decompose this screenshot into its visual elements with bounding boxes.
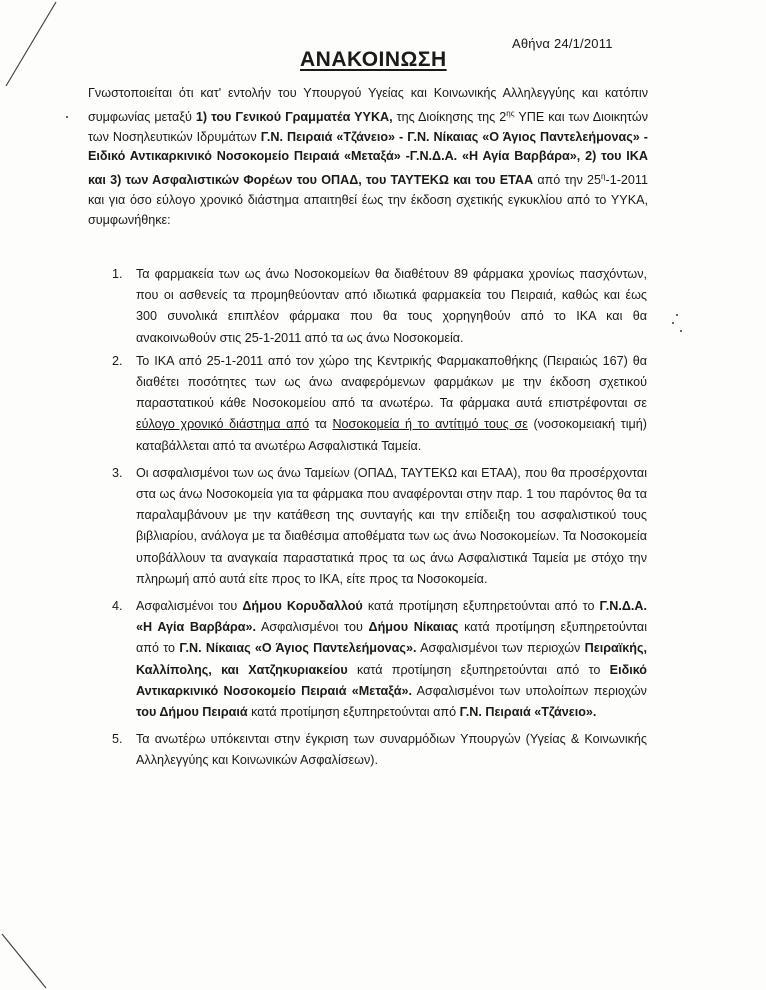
scan-speck (66, 116, 68, 118)
list-item (102, 596, 647, 723)
document-date: Αθήνα 24/1/2011 (512, 36, 613, 51)
list-item-text: (νοσοκομειακή τιμή) καταβάλλεται από τα ανωτέρω Ασφαλιστικά Ταμεία. (136, 417, 647, 453)
intro-text: της Διοίκησης της 2 (392, 109, 507, 124)
intro-sup: ης (506, 108, 515, 118)
list-item-text: Οι ασφαλισμένοι των ως άνω Ταμείων (ΟΠΑΔ, ΤΑΥΤΕΚΩ και ΕΤΑΑ), που θα προσέρχονται στα ως άνω Νοσοκομεία για τα φάρμακα που αναφέρονται στην παρ. 1 του παρόντος θα τα παραλαμβάνουν με την κατάθεση της συνταγής και την επίδειξη του ασφαλιστικού τους βιβλιαρίου, ανάλογα με τα διαθέσιμα αποθέματα των ως άνω Νοσοκομείων. Τα Νοσοκομεία υποβάλλουν τα αναγκαία παραστατικά προς τα ως άνω Ασφαλιστικά Ταμεία με στόχο την πληρωμή από αυτά είτε προς το ΙΚΑ, είτε προς τα Νοσοκομεία. (136, 465, 647, 586)
intro-bold: Γ.Ν. Πειραιά «Τζάνειο» - Γ.Ν. Νίκαιας «Ο Άγιος Παντελεήμονας» - Ειδικό Αντικαρκινικό Νοσοκομείο Πειραιά «Μεταξά» -Γ.Ν.Δ.Α. «Η Αγία Βαρβάρα», 2) του ΙΚΑ και 3) των Ασφαλιστικών Φορέων του ΟΠΑΔ, του ΤΑΥΤΕΚΩ και του ΕΤΑΑ (88, 129, 649, 188)
intro-sup: η (601, 172, 606, 181)
list-number: 1. (112, 267, 123, 281)
list-item-text: κατά προτίμηση εξυπηρετούνται από το (136, 620, 647, 656)
list-item-text: Ασφαλισμένοι του (136, 599, 243, 614)
bold-text: Δήμου Κορυδαλλού (242, 599, 363, 614)
list-item (102, 264, 647, 349)
list-number: 4. (112, 599, 123, 614)
list-item-text: Τα φαρμακεία των ως άνω Νοσοκομείων θα διαθέτουν 89 φάρμακα χρονίως πασχόντων, που οι ασθενείς τα προμηθεύονταν από ιδιωτικά φαρμακεία του Πειραιά, καθώς και έως 300 συνολικά επιπλέον φάρμακα που θα τους χορηγηθούν από το ΙΚΑ και θα ανακοινωθούν στις 25-1-2011 από τα ως άνω Νοσοκομεία. (136, 267, 647, 345)
bold-text: του Δήμου Πειραιά (136, 705, 248, 720)
intro-text: ΥΠΕ και των Διοικητών των Νοσηλευτικών Ιδρυμάτων (88, 109, 648, 144)
intro-text: -1-2011 και για όσο εύλογο χρονικό διάστημα απαιτηθεί έως την έκδοση σχετικής εγκυκλίου από το ΥΥΚΑ, συμφωνήθηκε: (88, 173, 648, 227)
scan-speck (672, 322, 674, 324)
intro-text: από την 25 (533, 173, 602, 188)
list-item-text: Τα ανωτέρω υπόκεινται στην έγκριση των συναρμόδιων Υπουργών (Υγείας & Κοινωνικής Αλληλεγγύης και Κοινωνικών Ασφαλίσεων). (136, 732, 647, 768)
bold-text: Γ.Ν. Νίκαιας «Ο Άγιος Παντελεήμονας». (179, 641, 417, 656)
scan-artifact-line (0, 0, 70, 90)
underlined-text: Νοσοκομεία ή το αντίτιμό τους σε (332, 417, 528, 432)
bold-text: Πειραϊκής, Καλλίπολης, και Χατζηκυριακείου (136, 641, 647, 677)
list-item (102, 729, 647, 771)
list-item-text: Ασφαλισμένοι του (256, 620, 369, 635)
document-title: ΑΝΑΚΟΙΝΩΣΗ (300, 48, 447, 71)
bold-text: Ειδικό Αντικαρκινικό Νοσοκομείο Πειραιά «Μεταξά». (136, 662, 648, 698)
intro-paragraph (88, 84, 648, 230)
list-item-text: Ασφαλισμένοι των περιοχών (416, 641, 585, 656)
intro-text: Γνωστοποιείται ότι κατ' εντολήν του Υπουργού Υγείας και Κοινωνικής Αλληλεγγύης και κατόπιν συμφωνίας μεταξύ (88, 86, 648, 124)
list-item-text: Ασφαλισμένοι των υπολοίπων περιοχών (411, 683, 647, 698)
scan-artifact-line-bottom (0, 930, 60, 990)
list-item-text: κατά προτίμηση εξυπηρετούνται από το (347, 662, 610, 677)
list-item (102, 463, 647, 590)
bold-text: Γ.Ν.Δ.Α. «Η Αγία Βαρβάρα». (136, 599, 647, 635)
list-number: 3. (112, 465, 123, 480)
list-number: 5. (112, 732, 123, 747)
list-item-text: τα (309, 417, 333, 432)
bold-text: Γ.Ν. Πειραιά «Τζάνειο». (459, 705, 597, 720)
list-number: 2. (112, 353, 123, 368)
list-item (102, 351, 647, 457)
scan-speck (680, 330, 682, 332)
agreement-list (102, 264, 647, 778)
list-item-text: κατά προτίμηση εξυπηρετούνται από (247, 705, 460, 720)
intro-bold: 1) του Γενικού Γραμματέα ΥΥΚΑ, (195, 109, 393, 124)
underlined-text: εύλογο χρονικό διάστημα από (136, 417, 310, 432)
scan-speck (676, 314, 678, 316)
bold-text: Δήμου Νίκαιας (368, 620, 459, 635)
list-item-text: Το ΙΚΑ από 25-1-2011 από τον χώρο της Κεντρικής Φαρμακαποθήκης (Πειραιώς 167) θα διαθέτει ποσότητες των ως άνω αναφερόμενων φαρμάκων με την έκδοση σχετικού παραστατικού κάθε Νοσοκομείου από τα ανωτέρω. Τα φάρμακα αυτά επιστρέφονται σε (136, 353, 647, 411)
list-item-text: κατά προτίμηση εξυπηρετούνται από το (362, 599, 600, 614)
